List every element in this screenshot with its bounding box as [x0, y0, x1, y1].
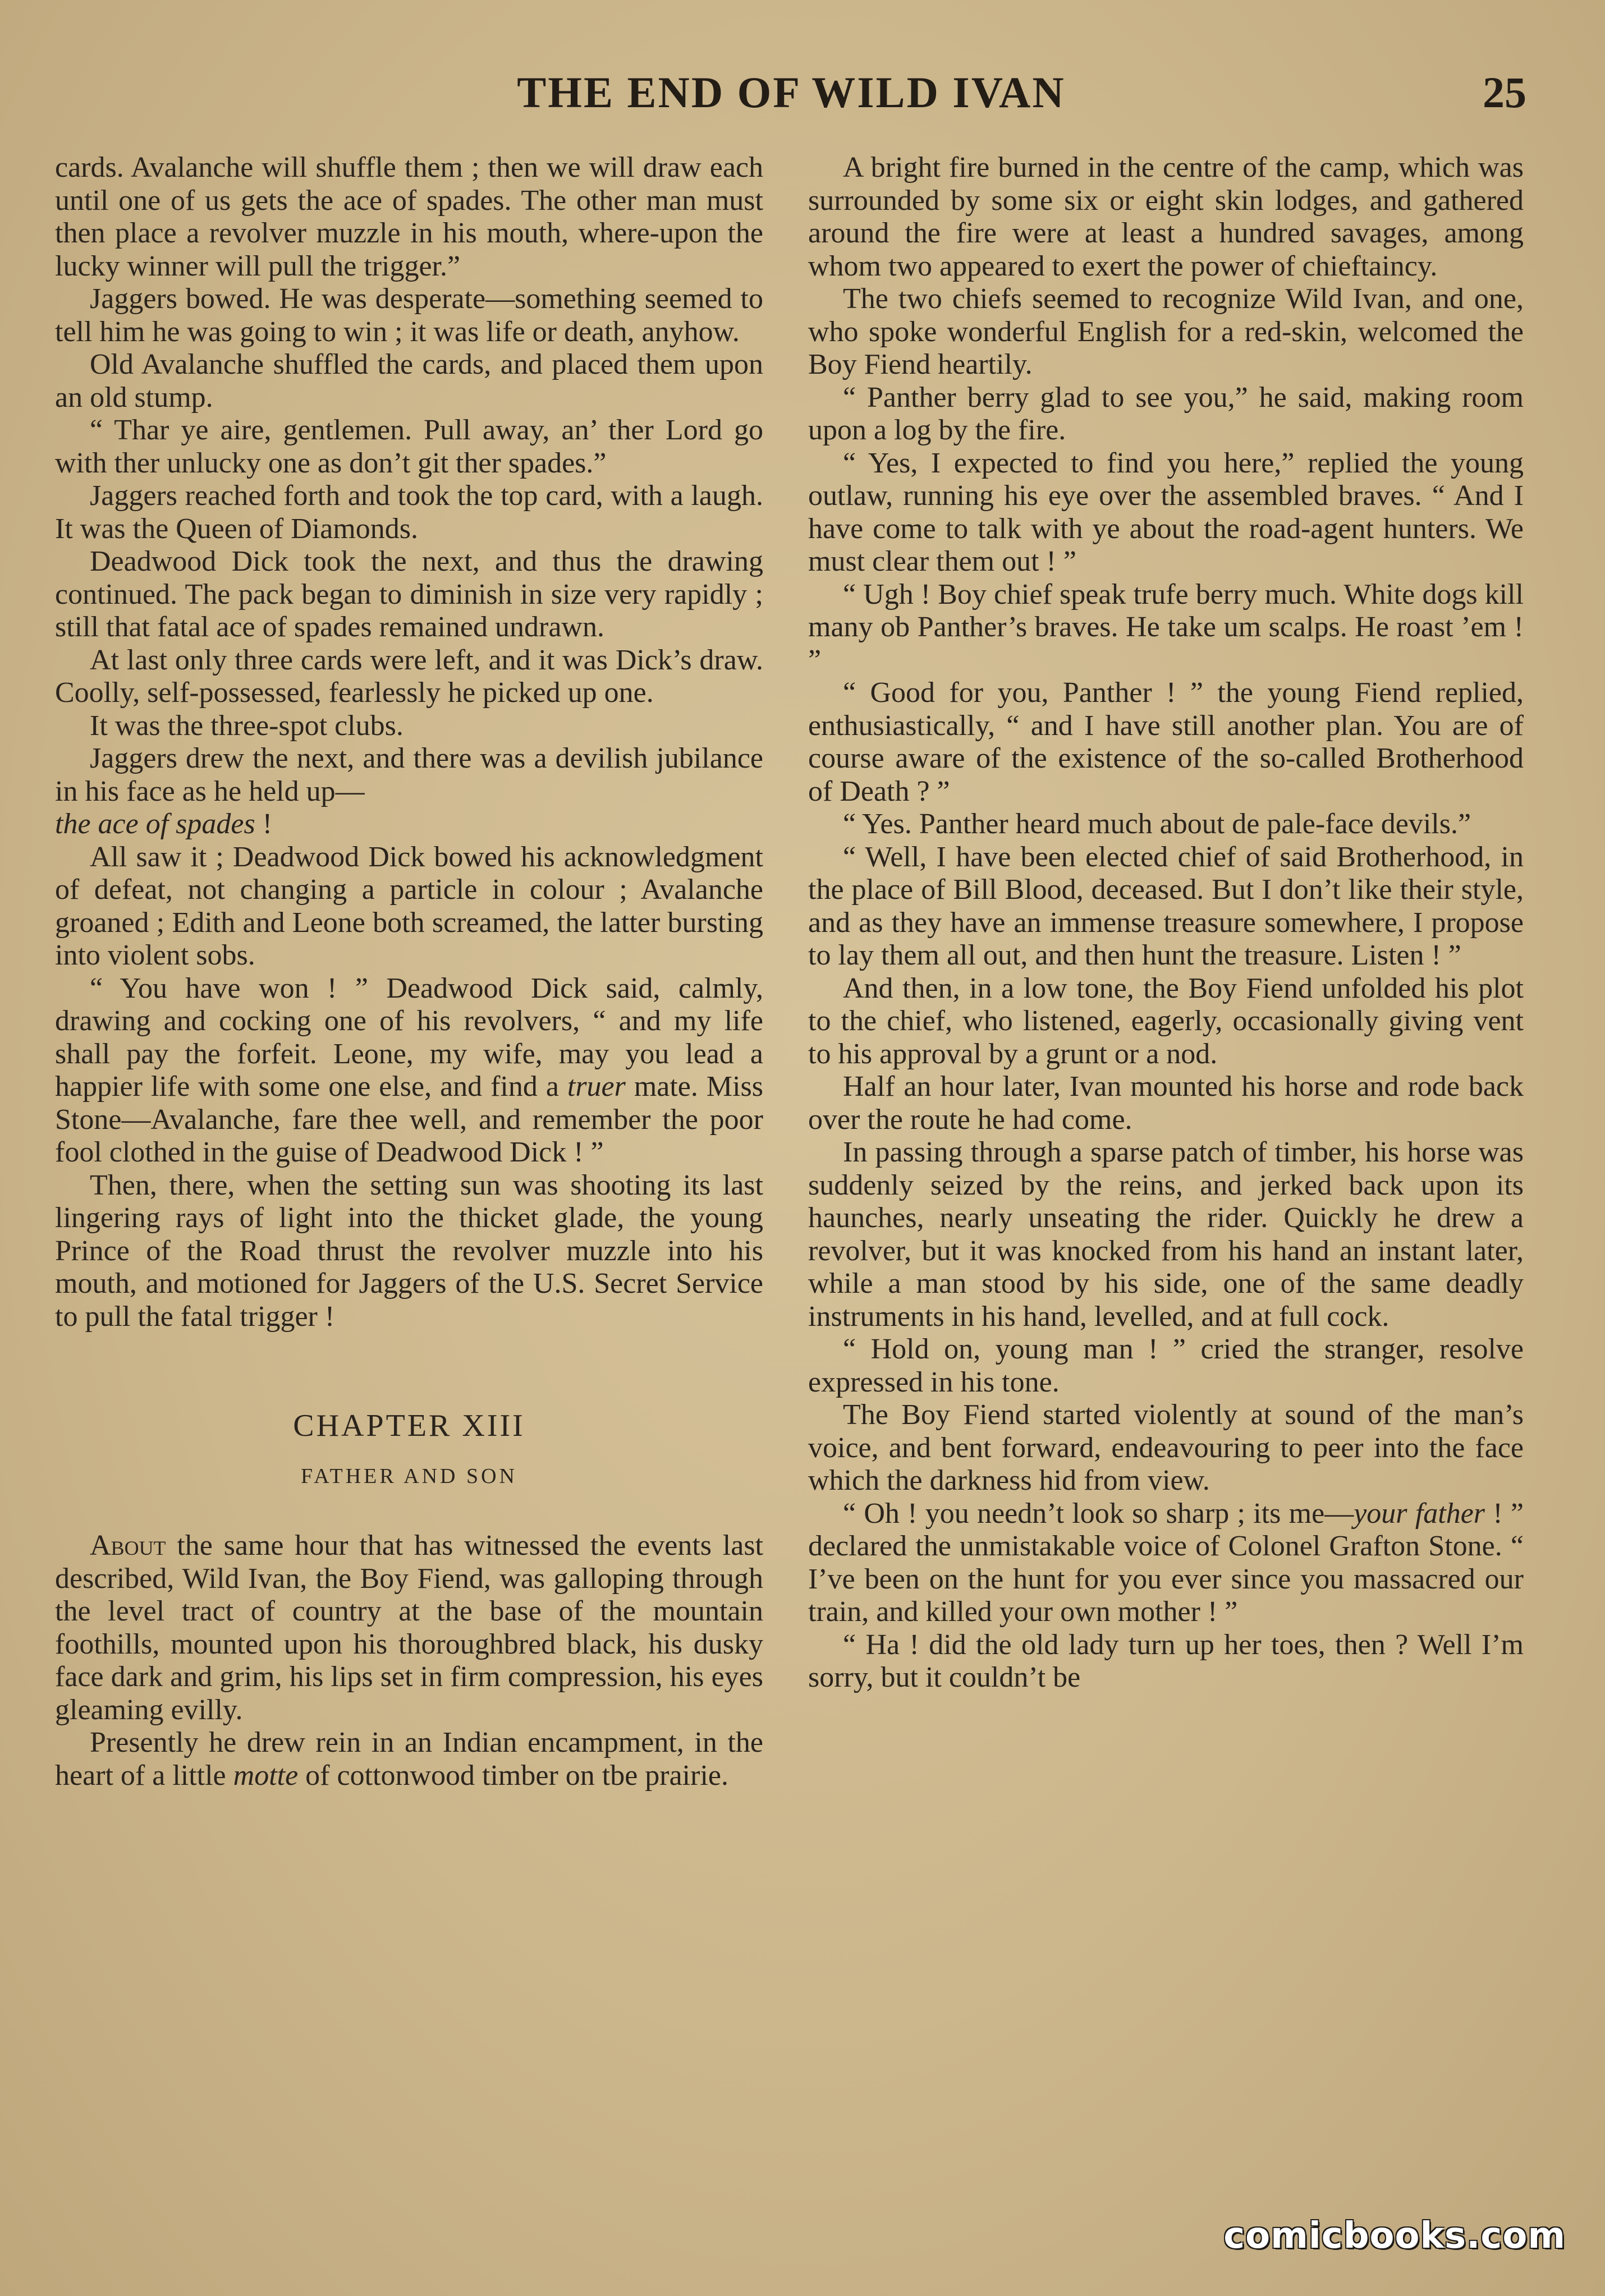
paragraph [55, 1530, 763, 1726]
paragraph: All saw it ; Deadwood Dick bowed his acknowledgment of defeat, not changing a particle in colour ; Avalanche groaned ; Edith and Leone both screamed, the latter bursting into violent sobs. [55, 841, 763, 971]
emphasis: truer [567, 1071, 626, 1103]
paragraph [55, 1726, 763, 1792]
emphasis: your father [1354, 1497, 1485, 1530]
paragraph: In passing through a sparse patch of timber, his horse was suddenly seized by the reins, and jerked back upon its haunches, nearly unseating the rider. Quickly he drew a revolver, but it was knocked from his hand an instant later, while a man stood by his side, one of the same deadly instruments in his hand, levelled, and at full cock. [808, 1136, 1524, 1333]
paragraph: “ Good for you, Panther ! ” the young Fiend replied, enthusiastically, “ and I have still another plan. You are of course aware of the existence of the so-called Brotherhood of Death ? ” [808, 677, 1524, 807]
paragraph-text: the same hour that has witnessed the events last described, Wild Ivan, the Boy Fiend, was galloping through the level tract of country at the base of the mountain foothills, mounted upon his thoroughbred black, his dusky face dark and grim, his lips set in firm compression, his eyes gleaming evilly. [55, 1530, 763, 1726]
paragraph [55, 972, 763, 1169]
left-column [55, 151, 763, 1792]
emphasis: the ace of spades [55, 808, 255, 840]
paragraph: Deadwood Dick took the next, and thus the drawing continued. The pack began to diminish in size very rapidly ; still that fatal ace of spades remained undrawn. [55, 545, 763, 643]
paragraph [808, 1498, 1524, 1629]
paragraph-text: Presently he drew rein in an Indian encampment, in the heart of a little [55, 1726, 763, 1792]
paragraph: It was the three-spot clubs. [90, 709, 403, 742]
page-header [56, 67, 1526, 129]
paragraph-text: of cottonwood timber on tbe prairie. [298, 1759, 728, 1792]
paragraph: “ Yes. Panther heard much about de pale-face devils.” [843, 808, 1471, 840]
emphasis: motte [233, 1759, 299, 1792]
paragraph: Old Avalanche shuffled the cards, and placed them upon an old stump. [55, 348, 763, 414]
paragraph: Then, there, when the setting sun was shooting its last lingering rays of light into the thicket glade, the young Prince of the Road thrust the revolver muzzle into his mouth, and motioned for Jaggers of the U.S. Secret Service to pull the fatal trigger ! [55, 1169, 763, 1333]
paragraph: At last only three cards were left, and it was Dick’s draw. Coolly, self-possessed, fearlessly he picked up one. [55, 644, 763, 709]
paragraph: The two chiefs seemed to recognize Wild Ivan, and one, who spoke wonderful English for a red-skin, welcomed the Boy Fiend heartily. [808, 283, 1524, 380]
paragraph-text: “ Oh ! you needn’t look so sharp ; its me— [843, 1497, 1354, 1530]
paragraph: A bright fire burned in the centre of the camp, which was surrounded by some six or eight skin lodges, and gathered around the fire were at least a hundred savages, among whom two appeared to exert the power of chieftaincy. [808, 151, 1524, 282]
paragraph: “ Hold on, young man ! ” cried the stranger, resolve expressed in his tone. [808, 1333, 1524, 1398]
paragraph: “ Yes, I expected to find you here,” replied the young outlaw, running his eye over the assembled braves. “ And I have come to talk with ye about the road-agent hunters. We must clear them out ! ” [808, 447, 1524, 577]
paragraph: The Boy Fiend started violently at sound of the man’s voice, and bent forward, endeavouring to peer into the face which the darkness hid from view. [808, 1399, 1524, 1496]
paragraph-text: ! [255, 808, 273, 840]
paragraph: Jaggers reached forth and took the top card, with a laugh. It was the Queen of Diamonds. [55, 480, 763, 545]
paragraph-text: mate. Miss Stone—Avalanche, fare thee well, and remember the poor fool clothed in the guise of Deadwood Dick ! ” [55, 1071, 763, 1168]
paragraph: “ Panther berry glad to see you,” he said, making room upon a log by the fire. [808, 381, 1524, 446]
chapter-subtitle: FATHER AND SON [300, 1464, 517, 1488]
paragraph: And then, in a low tone, the Boy Fiend unfolded his plot to the chief, who listened, eagerly, occasionally giving vent to his approval by a grunt or a nod. [808, 972, 1524, 1070]
paragraph: “ Ha ! did the old lady turn up her toes, then ? Well I’m sorry, but it couldn’t be [808, 1628, 1524, 1693]
paragraph-text: “ You have won ! ” Deadwood Dick said, calmly, drawing and cocking one of his revolvers, “ and my life shall pay the forfeit. Leone, my wife, may you lead a happier life with some one else, and find a [55, 972, 763, 1103]
chapter-lead-word: About [90, 1530, 166, 1562]
paragraph: Half an hour later, Ivan mounted his horse and rode back over the route he had come. [808, 1071, 1524, 1136]
paragraph: “ Thar ye aire, gentlemen. Pull away, an’ ther Lord go with ther unlucky one as don’t git ther spades.” [55, 414, 763, 479]
paragraph-text: ! ” declared the unmistakable voice of Colonel Grafton Stone. “ I’ve been on the hunt for you ever since you massacred our train, and killed your own mother ! ” [808, 1497, 1524, 1628]
paragraph: cards. Avalanche will shuffle them ; then we will draw each until one of us gets the ace of spades. The other man must then place a revolver muzzle in his mouth, where-upon the lucky winner will pull the trigger.” [55, 151, 763, 282]
paragraph [55, 742, 763, 841]
right-column [808, 151, 1524, 1695]
paragraph: Jaggers bowed. He was desperate—something seemed to tell him he was going to win ; it was life or death, anyhow. [55, 283, 763, 348]
paragraph: “ Well, I have been elected chief of said Brotherhood, in the place of Bill Blood, deceased. But I don’t like their style, and as they have an immense treasure somewhere, I propose to lay them all out, and then hunt the treasure. Listen ! ” [808, 841, 1524, 971]
running-title: THE END OF WILD IVAN [517, 68, 1066, 117]
paragraph: “ Ugh ! Boy chief speak trufe berry much. White dogs kill many ob Panther’s braves. He take um scalps. He roast ’em ! ” [808, 578, 1524, 676]
site-watermark: comicbooks.com [1223, 2215, 1566, 2257]
paragraph-text: Jaggers drew the next, and there was a devilish jubilance in his face as he held up— [55, 742, 763, 807]
page-number: 25 [1483, 68, 1526, 117]
chapter-heading: CHAPTER XIII [293, 1408, 525, 1443]
